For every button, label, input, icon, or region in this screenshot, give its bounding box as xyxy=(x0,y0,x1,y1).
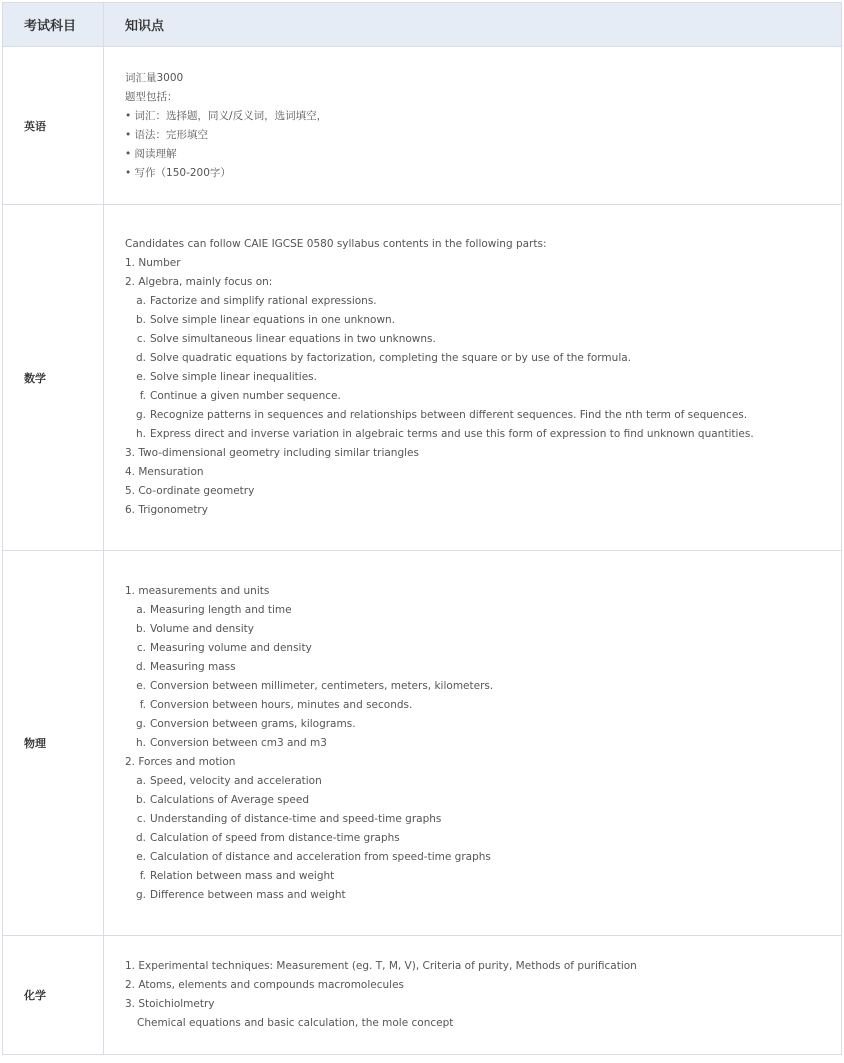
sub-item xyxy=(125,658,841,677)
item-text: Calculations of Average speed xyxy=(150,793,310,806)
item-marker: h. xyxy=(136,736,146,749)
item-text: Conversion between hours, minutes and seconds. xyxy=(150,698,413,711)
item-text: Measuring mass xyxy=(150,660,236,673)
item-marker: e. xyxy=(136,679,146,692)
knowledge-item: 3. Two-dimensional geometry including similar triangles xyxy=(125,447,419,459)
item-text: Measuring volume and density xyxy=(150,641,312,654)
sub-item xyxy=(125,349,841,368)
item-marker: d. xyxy=(135,831,146,844)
item-text: Recognize patterns in sequences and relationships between different sequences. Find the nth term of sequences. xyxy=(150,409,748,421)
item-marker: c. xyxy=(136,333,146,345)
header-knowledge: 知识点 xyxy=(104,3,842,47)
item-text: Solve simple linear inequalities. xyxy=(150,371,317,383)
sub-item xyxy=(125,330,841,349)
knowledge-item: • 阅读理解 xyxy=(125,147,177,160)
knowledge-item: 3. Stoichiolmetry xyxy=(125,998,215,1010)
sub-item xyxy=(125,387,841,406)
sub-item xyxy=(125,867,841,886)
knowledge-item: 2. Algebra, mainly focus on: xyxy=(125,276,273,288)
knowledge-cell xyxy=(104,936,842,1055)
header-subject: 考试科目 xyxy=(3,3,104,47)
subject-cell: 数学 xyxy=(3,205,104,551)
item-marker: b. xyxy=(135,622,146,635)
sub-item xyxy=(125,601,841,620)
knowledge-item: • 写作（150-200字） xyxy=(125,166,231,179)
item-marker: b. xyxy=(135,793,146,806)
item-marker: h. xyxy=(136,428,146,440)
item-text: Difference between mass and weight xyxy=(150,888,346,901)
item-text: Conversion between millimeter, centimeters, meters, kilometers. xyxy=(150,679,494,692)
item-text: Calculation of distance and acceleration from speed-time graphs xyxy=(150,850,491,863)
sub-item xyxy=(125,368,841,387)
item-marker: a. xyxy=(136,295,146,307)
knowledge-item: Candidates can follow CAIE IGCSE 0580 syllabus contents in the following parts: xyxy=(125,238,547,250)
item-marker: f. xyxy=(139,698,146,711)
knowledge-item: • 词汇：选择题，同义/反义词，选词填空， xyxy=(125,109,328,122)
sub-item xyxy=(125,406,841,425)
knowledge-item: 5. Co-ordinate geometry xyxy=(125,485,255,497)
knowledge-item: 1. measurements and units xyxy=(125,584,270,597)
knowledge-cell xyxy=(104,205,842,551)
knowledge-cell xyxy=(104,47,842,205)
item-text: Solve simultaneous linear equations in two unknowns. xyxy=(150,333,436,345)
item-text: Continue a given number sequence. xyxy=(150,390,341,402)
sub-item xyxy=(125,886,841,905)
item-marker: b. xyxy=(135,314,146,326)
table-header-row xyxy=(3,3,842,47)
item-text: Relation between mass and weight xyxy=(150,869,335,882)
item-marker: a. xyxy=(136,603,146,616)
item-text: Calculation of speed from distance-time graphs xyxy=(150,831,400,844)
sub-item xyxy=(125,292,841,311)
knowledge-cell xyxy=(104,551,842,936)
sub-item xyxy=(125,311,841,330)
sub-item xyxy=(125,639,841,658)
sub-item xyxy=(125,810,841,829)
item-text: Understanding of distance-time and speed-time graphs xyxy=(150,812,442,825)
sub-item xyxy=(125,715,841,734)
table-row-math xyxy=(3,205,842,551)
knowledge-item: 4. Mensuration xyxy=(125,466,204,478)
sub-item xyxy=(125,772,841,791)
item-text: Factorize and simplify rational expressions. xyxy=(150,295,377,307)
syllabus-table xyxy=(2,2,842,1055)
knowledge-item: 1. Number xyxy=(125,257,181,269)
item-marker: e. xyxy=(136,850,146,863)
table-row-chemistry xyxy=(3,936,842,1055)
item-marker: e. xyxy=(136,371,146,383)
item-text: Solve simple linear equations in one unknown. xyxy=(150,314,396,326)
knowledge-item: 2. Atoms, elements and compounds macromolecules xyxy=(125,979,405,991)
item-text: Solve quadratic equations by factorization, completing the square or by use of the formula. xyxy=(150,352,632,364)
item-marker: c. xyxy=(136,812,146,825)
item-marker: g. xyxy=(135,717,146,730)
sub-item xyxy=(125,425,841,444)
knowledge-item: 1. Experimental techniques: Measurement (eg. T, M, V), Criteria of purity, Methods of purification xyxy=(125,960,637,972)
subject-cell: 化学 xyxy=(3,936,104,1055)
sub-item xyxy=(125,734,841,753)
sub-item xyxy=(125,829,841,848)
sub-item xyxy=(125,848,841,867)
sub-item xyxy=(125,791,841,810)
item-text: Express direct and inverse variation in algebraic terms and use this form of expression to find unknown quantities. xyxy=(150,428,754,440)
item-text: Volume and density xyxy=(150,622,254,635)
sub-item xyxy=(125,620,841,639)
sub-item xyxy=(125,696,841,715)
item-marker: g. xyxy=(135,409,146,421)
knowledge-item: 6. Trigonometry xyxy=(125,504,208,516)
item-text: Conversion between grams, kilograms. xyxy=(150,717,356,730)
item-marker: d. xyxy=(135,660,146,673)
knowledge-item: 2. Forces and motion xyxy=(125,755,236,768)
item-marker: g. xyxy=(135,888,146,901)
table-row-physics xyxy=(3,551,842,936)
item-text: Conversion between cm3 and m3 xyxy=(150,736,327,749)
item-text: Measuring length and time xyxy=(150,603,292,616)
table-row-english xyxy=(3,47,842,205)
item-marker: c. xyxy=(136,641,146,654)
item-marker: d. xyxy=(135,352,146,364)
item-marker: a. xyxy=(136,774,146,787)
knowledge-item: • 语法：完形填空 xyxy=(125,128,209,141)
subject-cell: 英语 xyxy=(3,47,104,205)
item-text: Speed, velocity and acceleration xyxy=(150,774,322,787)
knowledge-item: 词汇量3000 xyxy=(125,71,184,84)
item-marker: f. xyxy=(139,869,146,882)
knowledge-item: Chemical equations and basic calculation, the mole concept xyxy=(137,1017,454,1029)
knowledge-item: 题型包括： xyxy=(125,90,178,103)
subject-cell: 物理 xyxy=(3,551,104,936)
sub-item xyxy=(125,677,841,696)
item-marker: f. xyxy=(139,390,146,402)
